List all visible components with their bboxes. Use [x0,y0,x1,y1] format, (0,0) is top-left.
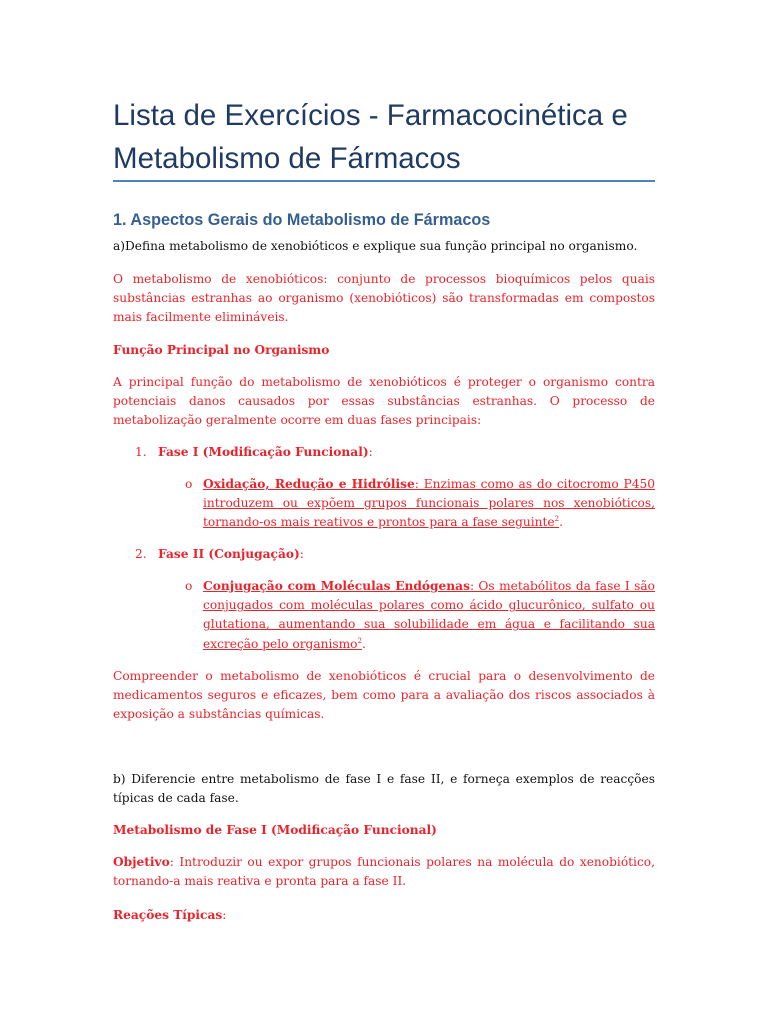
question-a: a)Defina metabolismo de xenobióticos e explique sua função principal no organismo. [113,239,638,253]
reactions-label: Reações Típicas [113,908,223,922]
phase-1-title [158,443,655,462]
title-underline [113,180,655,182]
bullet-marker: o [185,477,193,491]
question-b: b) Diferencie entre metabolismo de fase I e fase II, e forneça exemplos de reacções típicas de cada fase. [113,772,655,806]
list-number: 1. [135,445,147,459]
phase-2-item-title: Conjugação com Moléculas Endógenas [203,579,470,593]
footnote-ref: 2 [554,515,560,524]
phase-2-title-text: Fase II (Conjugação) [158,547,300,561]
phase-2-item-end: . [361,636,366,651]
bullet-marker: o [185,579,193,593]
objective-paragraph [113,853,655,891]
function-heading: Função Principal no Organismo [113,343,330,357]
phase-2-title-suffix: : [299,547,304,561]
phase-1-title-text: Fase I (Modificação Funcional) [158,445,369,459]
phase-1-item-text: : Enzimas como as do citocromo P450 introduzem ou expõem grupos funcionais polares nos xenobióticos, tornando-os mais reativos e prontos para a fase seguinte [203,477,655,530]
reactions-suffix: : [222,908,227,922]
phase-1-item [203,475,655,533]
objective-text: : Introduzir ou expor grupos funcionais polares na molécula do xenobiótico, tornando-a mais reativa e pronta para a fase II. [113,855,655,889]
phase-2-item-text: : Os metabólitos da fase I são conjugados com moléculas polares como ácido glucurônico, sulfato ou glutationa, aumentando sua solubilidade em água e facilitando sua excreção pelo organismo [203,579,655,651]
document-title: Lista de Exercícios - Farmacocinética e Metabolismo de Fármacos [113,99,628,175]
phase-1-heading: Metabolismo de Fase I (Modificação Funcional) [113,823,437,837]
function-text: A principal função do metabolismo de xenobióticos é proteger o organismo contra potenciais danos causados por essas substâncias estranhas. O processo de metabolização geralmente ocorre em duas fases principais: [113,375,655,428]
phase-2-title [158,545,655,564]
objective-label: Objetivo [113,855,170,869]
list-number: 2. [135,547,147,561]
phase-2-item [203,577,655,654]
footnote-ref: 2 [357,636,362,645]
phase-1-item-end: . [559,515,563,530]
answer-definition: O metabolismo de xenobióticos: conjunto de processos bioquímicos pelos quais substâncias estranhas ao organismo (xenobióticos) são transformadas em compostos mais facilmente elimináveis. [113,272,655,325]
phase-1-item-title: Oxidação, Redução e Hidrólise [203,477,415,491]
phase-1-title-suffix: : [368,445,373,459]
conclusion-text: Compreender o metabolismo de xenobióticos é crucial para o desenvolvimento de medicamentos seguros e eficazes, bem como para a avaliação dos riscos associados à exposição a substâncias químicas. [113,669,655,722]
section-heading: 1. Aspectos Gerais do Metabolismo de Fármacos [113,211,491,229]
reactions-heading [113,906,655,925]
